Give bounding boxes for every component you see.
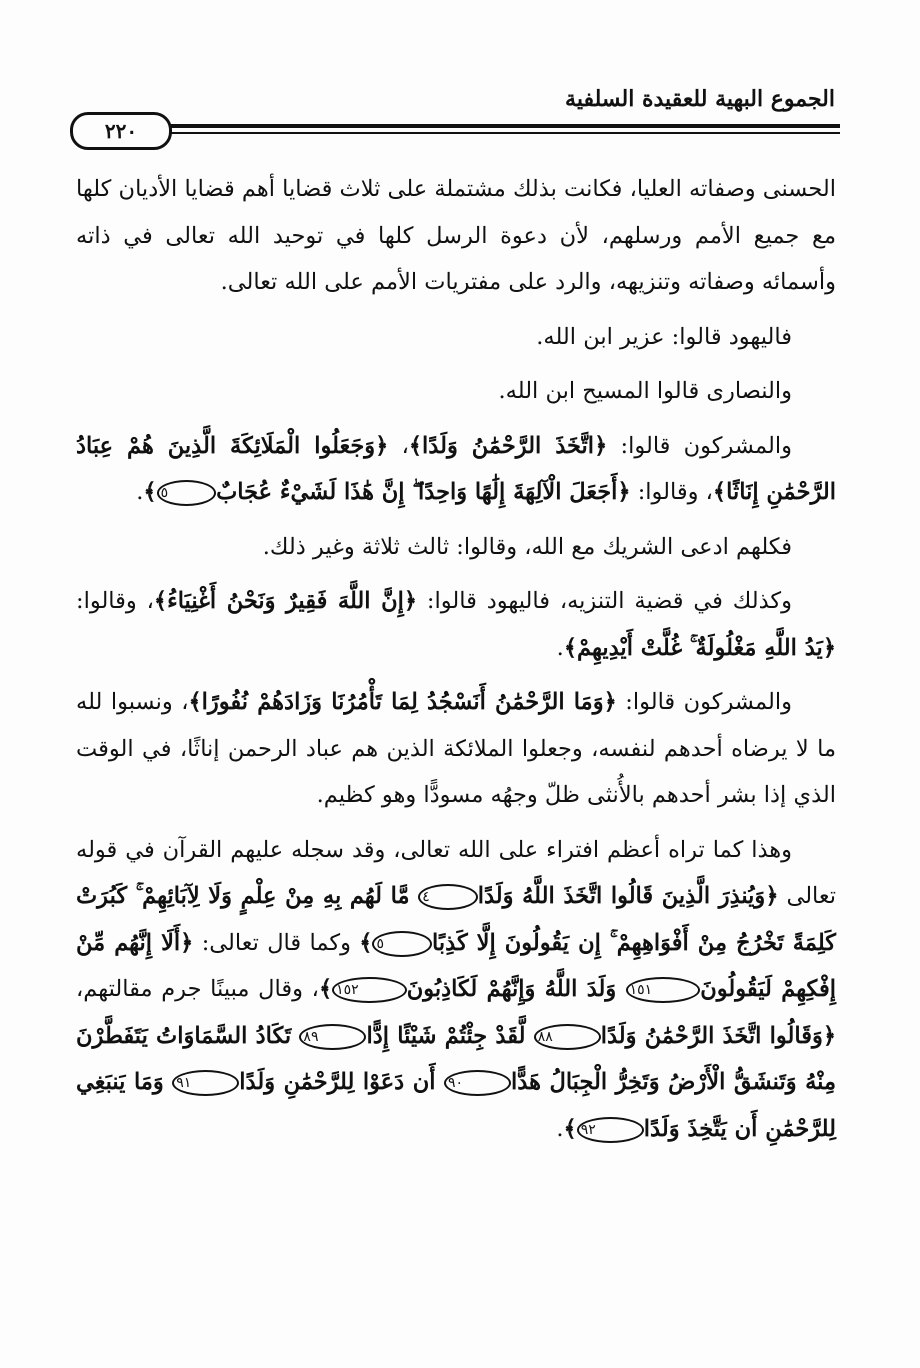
body-text: وكما قال تعالى: [193, 929, 360, 956]
body-text: ، ونسبوا لله ما لا يرضاه أحدهم لنفسه، وجعلوا الملائكة الذين هم عباد الرحمن إناثًا، في الوقت الذي إذا بشر أحدهم بالأُنثى ظلّ وجهُه مسودًّا وهو كظيم. [76, 689, 836, 808]
verse-number: ٥ [157, 480, 217, 506]
header-rule-thick [160, 124, 840, 128]
verse-number: ٩١ [172, 1070, 239, 1096]
page-body [76, 166, 836, 1160]
paragraph [76, 578, 836, 671]
body-text: وهذا كما تراه أعظم افتراء على الله تعالى، وقد سجله عليهم القرآن في قوله تعالى [76, 836, 837, 909]
quran-bracket: ﴿ [594, 432, 608, 459]
verse-number: ٤ [418, 884, 478, 910]
verse-number: ٥ [372, 931, 432, 957]
verse-number: ٨٩ [299, 1024, 366, 1050]
quran-verse: اتَّخَذَ الرَّحْمَٰنُ وَلَدًا [422, 432, 595, 459]
quran-verse: وَقَالُوا اتَّخَذَ الرَّحْمَٰنُ وَلَدًا [600, 1022, 823, 1049]
body-text: والمشركون قالوا: [616, 689, 792, 715]
verse-number: ٩٠ [444, 1070, 511, 1096]
paragraph [76, 827, 836, 1153]
body-text: . [136, 479, 144, 505]
quran-bracket: ﴾ [408, 432, 423, 459]
body-text: والمشركون قالوا: [607, 432, 792, 459]
body-text: . [556, 634, 564, 661]
verse-number: ١٥١ [626, 977, 701, 1003]
page-header [70, 80, 840, 143]
quran-bracket: ﴾ [712, 479, 727, 505]
body-text: ، وقالوا: [76, 588, 154, 614]
quran-verse: إِنَّ اللَّهَ فَقِيرٌ وَنَحْنُ أَغْنِيَاءُ [167, 588, 404, 614]
quran-bracket: ﴿ [617, 479, 631, 505]
quran-bracket: ﴿ [822, 1022, 837, 1049]
quran-bracket: ﴿ [180, 929, 194, 956]
page-number: ٢٢٠ [104, 119, 138, 143]
body-text: الحسنى وصفاته العليا، فكانت بذلك مشتملة على ثلاث قضايا أهم قضايا الأديان كلها مع جميع الأمم ورسلهم، لأن دعوة الرسل كلها في توحيد الله تعالى في ذاته وأسمائه وصفاته وتنزيهه، والرد على مفتريات الأمم على الله تعالى. [76, 176, 836, 295]
header-rule-thin [160, 132, 840, 134]
paragraph [76, 423, 836, 516]
body-text: والنصارى قالوا المسيح ابن الله. [498, 378, 792, 404]
quran-verse: وَلَدَ اللَّهُ وَإِنَّهُمْ لَكَاذِبُونَ [406, 976, 626, 1002]
quran-verse: مَّا لَهُم بِهِ مِنْ عِلْمٍ وَلَا لِآبَائِهِمْ ۚ كَبُرَتْ كَلِمَةً تَخْرُجُ مِنْ أَفْوَاهِهِمْ ۚ إِن يَقُولُونَ إِلَّا كَذِبًا [76, 883, 836, 956]
quran-bracket: ﴾ [318, 976, 333, 1002]
quran-verse: وَجَعَلُوا الْمَلَائِكَةَ الَّذِينَ هُمْ عِبَادُ الرَّحْمَٰنِ إِنَاثًا [76, 432, 836, 505]
quran-bracket: ﴿ [603, 689, 617, 715]
body-text: . [556, 1115, 564, 1142]
body-text: ، [388, 432, 409, 459]
quran-verse: تَكَادُ السَّمَاوَاتُ يَتَفَطَّرْنَ مِنْهُ وَتَنشَقُّ الْأَرْضُ وَتَخِرُّ الْجِبَالُ هَدًّا [76, 1022, 837, 1095]
paragraph [76, 166, 836, 306]
verse-number: ٨٨ [534, 1024, 601, 1050]
page-number-badge [70, 112, 172, 150]
paragraph [76, 524, 836, 571]
quran-verse: لَّقَدْ جِئْتُمْ شَيْئًا إِدًّا [366, 1022, 534, 1049]
paragraph [76, 679, 836, 819]
body-text: وكذلك في قضية التنزيه، فاليهود قالوا: [417, 588, 792, 614]
quran-bracket: ﴿ [375, 432, 389, 459]
quran-bracket: ﴾ [143, 479, 157, 505]
quran-bracket: ﴾ [563, 634, 578, 661]
body-text: ، وقال مبينًا جرم مقالتهم، [76, 976, 319, 1002]
body-text: فكلهم ادعى الشريك مع الله، وقالوا: ثالث ثلاثة وغير ذلك. [262, 533, 792, 560]
quran-bracket: ﴾ [359, 929, 373, 956]
quran-verse: وَمَا يَنبَغِي لِلرَّحْمَٰنِ أَن يَتَّخِذَ وَلَدًا [76, 1069, 836, 1142]
quran-bracket: ﴿ [403, 588, 418, 614]
book-title: الجموع البهية للعقيدة السلفية [565, 86, 835, 112]
quran-bracket: ﴿ [822, 634, 836, 661]
quran-bracket: ﴾ [563, 1115, 577, 1142]
quran-verse: أَلَا إِنَّهُم مِّنْ إِفْكِهِمْ لَيَقُولُونَ [76, 929, 836, 1002]
verse-number: ٩٢ [577, 1117, 644, 1143]
quran-bracket: ﴾ [153, 588, 168, 614]
quran-bracket: ﴾ [188, 689, 202, 715]
paragraph [76, 314, 836, 361]
body-text: ، وقالوا: [630, 479, 713, 505]
quran-bracket: ﴿ [765, 883, 779, 909]
body-text: فاليهود قالوا: عزير ابن الله. [536, 323, 792, 350]
verse-number: ١٥٢ [332, 977, 407, 1003]
quran-verse: أَن دَعَوْا لِلرَّحْمَٰنِ وَلَدًا [239, 1069, 444, 1095]
quran-verse: يَدُ اللَّهِ مَغْلُولَةٌ ۚ غُلَّتْ أَيْدِيهِمْ [577, 634, 823, 661]
quran-verse: أَجَعَلَ الْآلِهَةَ إِلَٰهًا وَاحِدًا ۖ إِنَّ هَٰذَا لَشَيْءٌ عُجَابٌ [216, 479, 618, 505]
paragraph [76, 368, 836, 415]
quran-verse: وَمَا الرَّحْمَٰنُ أَنَسْجُدُ لِمَا تَأْمُرُنَا وَزَادَهُمْ نُفُورًا [201, 689, 604, 715]
quran-verse: وَيُنذِرَ الَّذِينَ قَالُوا اتَّخَذَ اللَّهُ وَلَدًا [477, 883, 766, 909]
